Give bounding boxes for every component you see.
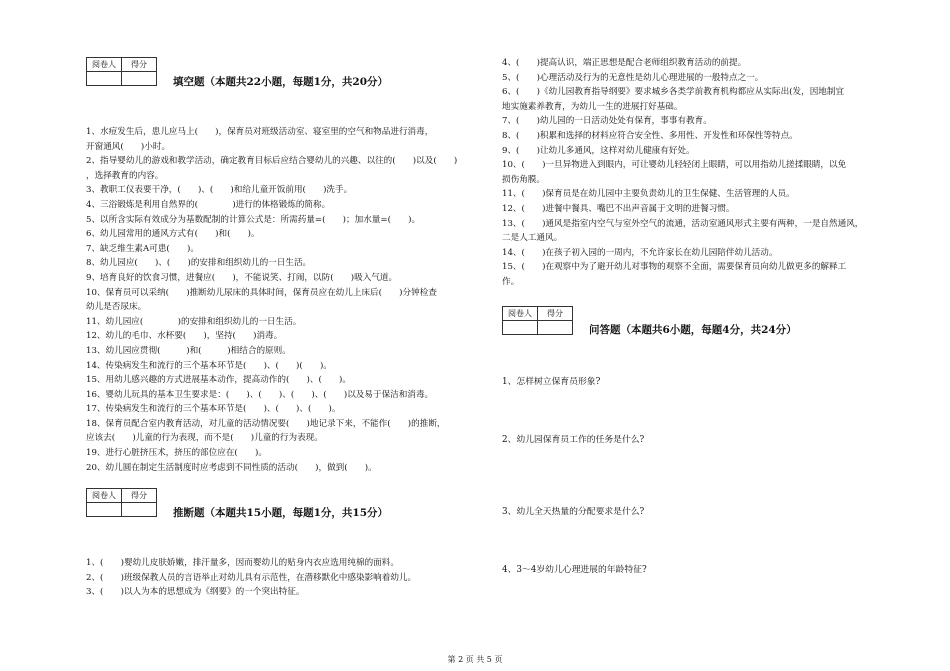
fill-line: 8、幼儿园应( )、( )的安排和组织幼儿的一日生活。	[86, 258, 312, 269]
fill-line: 13、幼儿园应贯彻( )和( )相结合的原则。	[86, 345, 291, 356]
fill-line: 11、幼儿园应( )的安排和组织幼儿的一日生活。	[86, 316, 302, 327]
score-label: 得分	[122, 489, 157, 503]
judge-line: 5、( )心理活动及行为的无意性是幼儿心理进展的一般特点之一。	[502, 72, 764, 83]
fill-line: 2、指导婴幼儿的游戏和教学活动，确定教育目标后应结合婴幼儿的兴趣、以往的( )以及( )	[86, 156, 458, 167]
reviewer-cell[interactable]	[87, 72, 122, 86]
judge-line: 损伤角膜。	[502, 174, 545, 185]
reviewer-cell[interactable]	[503, 321, 538, 335]
score-cell[interactable]	[122, 503, 157, 517]
score-cell[interactable]	[538, 321, 573, 335]
page-footer: 第 2 页 共 5 页	[447, 655, 503, 664]
qa-question: 3、幼儿全天热量的分配要求是什么?	[502, 507, 645, 517]
fill-line: 1、水痘发生后，患儿应马上( )，保育员对班级活动室、寝室里的空气和物品进行消毒，	[86, 127, 434, 137]
judge-line: 1、( )婴幼儿皮肤娇嫩，排汗量多，因而婴幼儿的贴身内衣应选用纯棉的面料。	[86, 558, 399, 568]
fill-line: 18、保育员配合室内教育活动，对儿童的活动情况要( )地记录下来，不能作( )的推断，	[86, 418, 446, 429]
judge-line: 11、( )保育员是在幼儿园中主要负责幼儿的卫生保健、生活管理的人员。	[502, 189, 795, 200]
fill-line: 开窗通风( )小时。	[86, 141, 171, 152]
qa-question: 2、幼儿园保育员工作的任务是什么?	[502, 435, 645, 445]
judge-line: 二是人工通风。	[502, 233, 563, 244]
score-box-fill	[86, 57, 157, 86]
judge-section-title: 推断题（本题共15小题，每题1分，共15分）	[173, 507, 389, 519]
fill-line: 3、教职工仪表要干净，( )、( )和给儿童开饭前用( )洗手。	[86, 185, 353, 196]
fill-line: 14、传染病发生和流行的三个基本环节是( )、( )( )。	[86, 360, 332, 371]
fill-line: 20、幼儿圆在制定生活制度时应考虑到不同性质的活动( )，做到( )。	[86, 462, 377, 473]
fill-line: 19、进行心脏挤压术，挤压的部位应在( )。	[86, 448, 267, 459]
fill-line: 幼儿是否尿床。	[86, 302, 147, 313]
fill-section-title: 填空题（本题共22小题，每题1分，共20分）	[173, 76, 389, 88]
score-cell[interactable]	[122, 72, 157, 86]
judge-line: 地实施素养教育，为幼儿一生的进展打好基础。	[502, 101, 683, 112]
judge-line: 13、( )通风是指室内空气与室外空气的流通，活动室通风形式主要有两种，一是自然通风，	[502, 218, 864, 229]
fill-line: 5、以所含实际有效成分为基数配制的计算公式是：所需药量=( )；加水量=( )。	[86, 214, 421, 225]
fill-line: 7、缺乏维生素A可患( )。	[86, 243, 199, 254]
judge-line: 6、( )《幼儿园教育指导纲要》要求城乡各类学前教育机构都应从实际出(发，因地制宜	[502, 87, 845, 98]
qa-question: 1、怎样树立保育员形象?	[502, 377, 601, 387]
judge-questions-right	[502, 56, 863, 290]
fill-line: 4、三浴锻炼是利用自然界的( )进行的体格锻炼的简称。	[86, 199, 331, 210]
score-box-qa	[502, 306, 573, 335]
score-label: 得分	[122, 58, 157, 72]
fill-line: 10、保育员可以采纳( )推断幼儿尿床的具体时间，保育员应在幼儿上床后( )分钟检查	[86, 287, 437, 298]
fill-questions	[86, 125, 457, 475]
judge-line: 作。	[502, 276, 520, 287]
judge-questions-left	[86, 556, 416, 600]
judge-line: 15、( )在观察中为了避开幼儿对事物的观察不全面，需要保育员向幼儿做更多的解释工	[502, 262, 847, 273]
fill-line: 6、幼儿园常用的通风方式有( )和( )。	[86, 229, 260, 240]
reviewer-label: 阅卷人	[87, 58, 122, 72]
fill-line: 17、传染病发生和流行的三个基本环节是( )、( )、( )。	[86, 404, 341, 415]
judge-line: 14、( )在孩子初入园的一周内，不允许家长在幼儿园陪伴幼儿活动。	[502, 247, 778, 258]
fill-line: 9、培育良好的饮食习惯，进餐应( )，不能说笑、打闹，以防( )吸入气道。	[86, 272, 398, 283]
fill-line: 应该去( )儿童的行为表现，而不是( )儿童的行为表现。	[86, 433, 323, 444]
fill-line: ，选择教育的内容。	[86, 170, 164, 181]
judge-line: 4、( )提高认识，端正思想是配合老师组织教育活动的前提。	[502, 58, 747, 68]
judge-line: 12、( )进餐中餐具、嘴巴不出声音属于文明的进餐习惯。	[502, 203, 735, 214]
qa-question: 4、3～4岁幼儿心理进展的年龄特征?	[502, 565, 647, 575]
judge-line: 2、( )班级保教人员的言语举止对幼儿具有示范性，在潜移默化中感染影响着幼儿。	[86, 572, 417, 583]
fill-line: 15、用幼儿感兴趣的方式进展基本动作，提高动作的( )、( )。	[86, 375, 351, 386]
judge-line: 8、( )积累和选择的材料应符合安全性、多用性、开发性和环保性等特点。	[502, 130, 798, 141]
reviewer-cell[interactable]	[87, 503, 122, 517]
score-box-judge	[86, 488, 157, 517]
reviewer-label: 阅卷人	[87, 489, 122, 503]
fill-line: 12、幼儿的毛巾、水杯要( )，坚持( )消毒。	[86, 331, 283, 342]
judge-line: 7、( )幼儿园的一日活动处处有保育，事事有教育。	[502, 116, 712, 127]
qa-section-title: 问答题（本题共6小题，每题4分，共24分）	[589, 324, 797, 336]
judge-line: 3、( )以人为本的思想成为《纲要》的一个突出特征。	[86, 587, 305, 598]
reviewer-label: 阅卷人	[503, 307, 538, 321]
fill-line: 16、婴幼儿玩具的基本卫生要求是：( )、( )、( )、( )以及易于保洁和消毒。	[86, 389, 434, 400]
judge-line: 10、( )一旦异物进入到眼内，可让婴幼儿轻轻闭上眼睛，可以用指幼儿搓揉眼睛，以免	[502, 160, 847, 171]
judge-line: 9、( )让幼儿多通风，这样对幼儿健康有好处。	[502, 145, 695, 156]
score-label: 得分	[538, 307, 573, 321]
